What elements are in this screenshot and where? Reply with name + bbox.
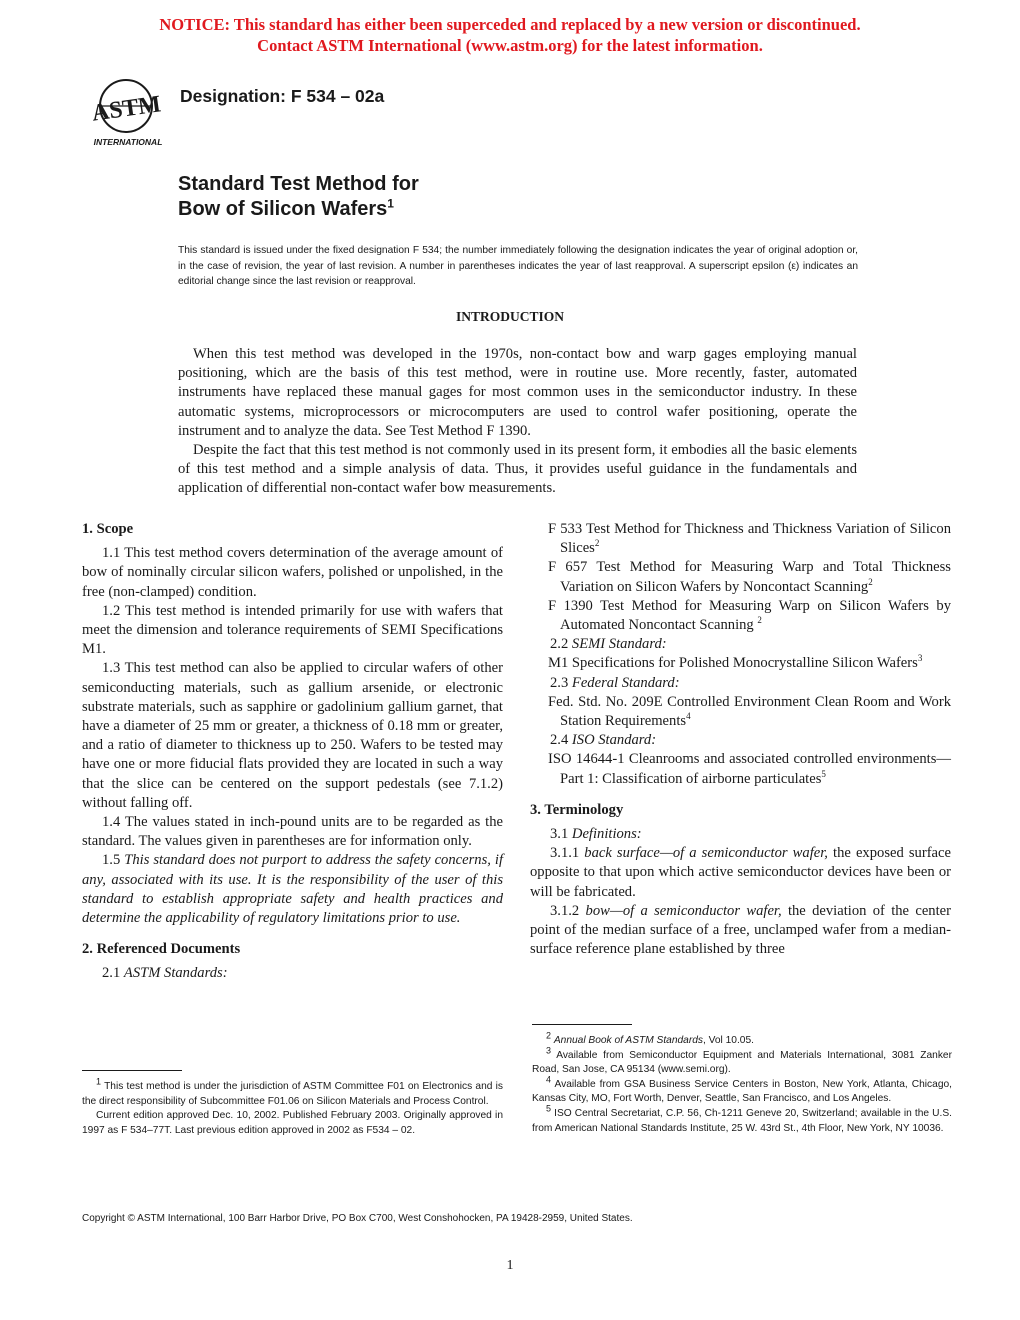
right-column: [530, 520, 951, 959]
copyright-notice: Copyright © ASTM International, 100 Barr Harbor Drive, PO Box C700, West Conshohocken, PA 19428-2959, United States.: [82, 1213, 633, 1224]
notice-line-2: Contact ASTM International (www.astm.org) for the latest information.: [257, 36, 763, 55]
scope-1-1: 1.1 This test method covers determination of the average amount of bow of nominally circular silicon wafers, polished or unpolished, in the free (non-clamped) condition.: [82, 545, 503, 600]
footnote-3: [532, 1045, 952, 1078]
ref-f657-text: F 657 Test Method for Measuring Warp and Total Thickness Variation on Silicon Wafers by Noncontact Scanning: [548, 559, 951, 595]
terminology-3-1-text: Definitions:: [571, 826, 642, 843]
ref-m1: [530, 654, 951, 673]
astm-logo: [86, 74, 172, 150]
footnote-3-text: Available from Semiconductor Equipment and Materials International, 3081 Zanker Road, San Jose, CA 95134 (www.semi.org).: [532, 1049, 952, 1076]
title-line-2-text: Bow of Silicon Wafers: [178, 198, 388, 220]
title-line-2: [178, 197, 419, 222]
right-footnote-rule: [532, 1024, 632, 1025]
left-column: [82, 520, 503, 984]
footnote-2-title: Annual Book of ASTM Standards: [553, 1035, 703, 1046]
notice-banner: [0, 14, 1020, 56]
page-title: [178, 172, 419, 222]
terminology-3-1-number: 3.1: [550, 826, 569, 843]
terminology-3-1-2-text: the deviation of the center point of the median surface of a free, unclamped wafer from a median-surface reference plane established by three: [530, 902, 951, 958]
ref-f1390: [530, 597, 951, 635]
footnote-1: [82, 1076, 503, 1109]
refdocs-2-4: [530, 731, 951, 750]
introduction-paragraph-2: Despite the fact that this test method is not commonly used in its present form, it embodies all the basic elements of this test method and a simple analysis of data. Thus, it provides useful guidance in the fundamentals and application of differential non-contact wafer bow measurements.: [178, 442, 857, 497]
logo-subtext: INTERNATIONAL: [93, 137, 163, 147]
refdocs-2-2: [530, 635, 951, 654]
ref-f657-fn: 2: [868, 576, 873, 587]
terminology-3-1-1-term: back surface—of a semiconductor wafer,: [584, 845, 828, 862]
terminology-3-1-2: [530, 902, 951, 960]
ref-iso: [530, 750, 951, 788]
terminology-3-1-1-number: 3.1.1: [550, 845, 580, 862]
terminology-3-1-2-number: 3.1.2: [550, 902, 580, 919]
refdocs-2-2-number: 2.2: [550, 636, 569, 653]
refdocs-2-2-text: SEMI Standard:: [571, 636, 667, 653]
logo-text: ASTM: [90, 91, 163, 127]
ref-iso-fn: 5: [821, 768, 826, 779]
footnote-1-text: This test method is under the jurisdiction of ASTM Committee F01 on Electronics and is the direct responsibility of Subcommittee F01.06 on Silicon Materials and Process Control.: [82, 1081, 503, 1107]
ref-fed-std-text: Fed. Std. No. 209E Controlled Environment Clean Room and Work Station Requirements: [548, 693, 951, 730]
introduction-paragraph-1: When this test method was developed in the 1970s, non-contact bow and warp gages employing manual positioning, which are the basis of this test method, were in routine use. More recently, faster, automated instruments have replaced these manual gages for most common uses in the semiconductor industry. In these automatic systems, microprocessors or microcomputers are used to control wafer positioning, operate the instrument and to analyze the data. See Test Method F 1390.: [178, 346, 857, 439]
issue-note: This standard is issued under the fixed designation F 534; the number immediately following the designation indicates the year of original adoption or, in the case of revision, the year of last revision. A number in parentheses indicates the year of last reapproval. A superscript epsilon (ε) indicates an editorial change since the last revision or reapproval.: [178, 245, 858, 287]
refdocs-2-1: [82, 964, 503, 983]
footnote-4-mark: 4: [546, 1074, 552, 1085]
footnote-1-continued: Current edition approved Dec. 10, 2002. Published February 2003. Originally approved in 1997 as F 534–77T. Last previous edition approved in 2002 as F534 – 02.: [82, 1110, 503, 1136]
designation: Designation: F 534 – 02a: [180, 86, 385, 106]
footnote-2-mark: 2: [546, 1030, 552, 1041]
page-number: 1: [506, 1258, 514, 1273]
ref-f533-fn: 2: [594, 538, 600, 549]
refdocs-2-3-text: Federal Standard:: [571, 674, 680, 691]
scope-1-5: [82, 851, 503, 928]
terminology-3-1-1-text: the exposed surface opposite to that upon which active semiconductor devices have been or will be fabricated.: [530, 845, 951, 900]
footnote-2-volume: , Vol 10.05.: [702, 1035, 754, 1046]
terminology-heading: 3. Terminology: [530, 801, 624, 818]
left-footnote-rule: [82, 1070, 182, 1071]
ref-m1-text: M1 Specifications for Polished Monocrystalline Silicon Wafers: [548, 655, 918, 672]
ref-f1390-text: F 1390 Test Method for Measuring Warp on Silicon Wafers by Automated Noncontact Scanning: [548, 597, 951, 634]
ref-f533: [530, 520, 951, 558]
footnote-1-mark: 1: [96, 1076, 102, 1087]
refdocs-2-3-number: 2.3: [550, 674, 569, 691]
ref-fed-std-fn: 4: [686, 711, 691, 722]
refdocs-2-4-number: 2.4: [550, 732, 569, 749]
refdocs-2-1-text: ASTM Standards:: [123, 965, 228, 982]
footnote-3-mark: 3: [546, 1045, 552, 1056]
ref-f657: [530, 558, 951, 596]
refdocs-2-4-text: ISO Standard:: [571, 732, 657, 749]
ref-f1390-fn: 2: [757, 615, 762, 626]
left-footnotes: [82, 1076, 503, 1138]
scope-1-4: 1.4 The values stated in inch-pound units are to be regarded as the standard. The values given in parentheses are for information only.: [82, 814, 503, 850]
footnote-5: [532, 1103, 952, 1136]
ref-m1-fn: 3: [917, 653, 923, 664]
introduction-heading: INTRODUCTION: [455, 309, 564, 324]
title-footnote-mark: 1: [387, 196, 394, 211]
scope-1-5-text: This standard does not purport to address the safety concerns, if any, associated with its use. It is the responsibility of the user of this standard to establish appropriate safety and health practices and determine the applicability of regulatory limitations prior to use.: [82, 852, 503, 927]
terminology-3-1: [530, 825, 951, 844]
refdocs-heading: 2. Referenced Documents: [82, 941, 241, 958]
scope-1-2: 1.2 This test method is intended primarily for use with wafers that meet the dimension and tolerance requirements of SEMI Specifications M1.: [82, 602, 503, 658]
refdocs-2-3: [530, 674, 951, 693]
footnote-4-text: Available from GSA Business Service Centers in Boston, New York, Atlanta, Chicago, Kansas City, MO, Fort Worth, Denver, Seattle, San Francisco, and Los Angeles.: [532, 1078, 952, 1105]
footnote-2: [532, 1030, 952, 1049]
introduction-body: [178, 345, 857, 499]
scope-1-5-number: 1.5: [102, 852, 121, 869]
footnote-4: [532, 1074, 952, 1107]
notice-line-1: NOTICE: This standard has either been superceded and replaced by a new version or discontinued.: [159, 15, 861, 34]
scope-1-3: 1.3 This test method can also be applied to circular wafers of other semiconducting materials, such as gallium arsenide, or electronic substrate materials, such as sapphire or gadolinium gallium garnet, that have a diameter of 25 mm or greater, a thickness of 0.18 mm or greater, and a ratio of diameter to thickness up to 250. Wafers to be tested may have one or more fiducial flats provided they are located in such a way that the slice can be centered on the support pedestals (see 7.1.2) without falling off.: [82, 660, 503, 811]
ref-f533-text: F 533 Test Method for Thickness and Thickness Variation of Silicon Slices: [548, 521, 951, 557]
ref-fed-std: [530, 693, 951, 731]
ref-iso-text: ISO 14644-1 Cleanrooms and associated controlled environments—Part 1: Classification of airborne particulates: [548, 751, 951, 787]
footnote-5-text: ISO Central Secretariat, C.P. 56, Ch-1211 Geneve 20, Switzerland; available in the U.S. from American National Standards Institute, 25 W. 43rd St., 4th Floor, New York, NY 10036.: [532, 1107, 952, 1134]
scope-heading: 1. Scope: [82, 521, 134, 537]
terminology-3-1-2-term: bow—of a semiconductor wafer,: [585, 902, 782, 919]
footnote-5-mark: 5: [546, 1103, 552, 1114]
title-line-1: Standard Test Method for: [178, 173, 419, 195]
astm-logo-icon: [86, 74, 172, 150]
right-footnotes: [532, 1030, 952, 1136]
refdocs-2-1-number: 2.1: [102, 965, 121, 982]
terminology-3-1-1: [530, 844, 951, 902]
